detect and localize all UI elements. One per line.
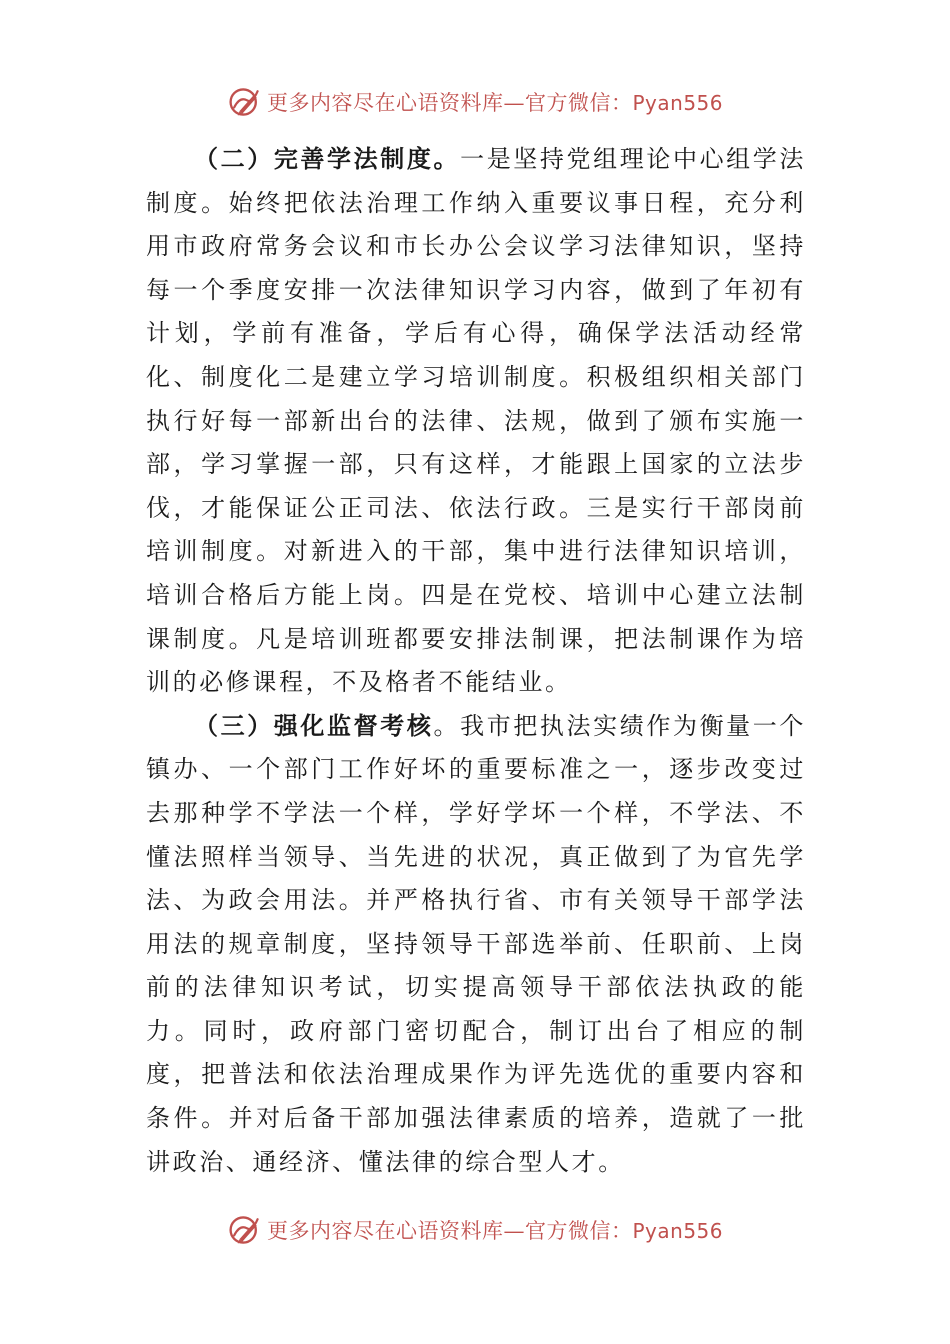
header-wechat-id: Pyan556 <box>632 91 723 115</box>
footer-banner-text: 更多内容尽在心语资料库—官方微信：Pyan556 <box>266 1219 723 1243</box>
header-banner <box>0 80 950 124</box>
header-banner-text: 更多内容尽在心语资料库—官方微信：Pyan556 <box>266 91 723 115</box>
footer-wechat-id: Pyan556 <box>632 1219 723 1243</box>
pen-logo-icon <box>227 84 263 120</box>
paragraph-heading: （二）完善学法制度。 <box>194 145 461 173</box>
paragraph-heading: （三）强化监督考核 <box>194 711 434 740</box>
paragraph-supervision <box>146 705 806 1185</box>
document-body <box>146 138 806 1184</box>
footer-banner <box>0 1208 950 1252</box>
paragraph-text: 。我市把执法实绩作为衡量一个镇办、一个部门工作好坏的重要标准之一，逐步改变过去那种学不学法一个样，学好学坏一个样，不学法、不懂法照样当领导、当先进的状况，真正做到了为官先学法、为政会用法。并严格执行省、市有关领导干部学法用法的规章制度，坚持领导干部选举前、任职前、上岗前的法律知识考试，切实提高领导干部依法执政的能力。同时，政府部门密切配合，制订出台了相应的制度，把普法和依法治理成果作为评先选优的重要内容和条件。并对后备干部加强法律素质的培养，造就了一批讲政治、通经济、懂法律的综合型人才。 <box>146 711 806 1176</box>
paragraph-study-system <box>146 138 806 705</box>
paragraph-text: 一是坚持党组理论中心组学法制度。始终把依法治理工作纳入重要议事日程，充分利用市政府常务会议和市长办公会议学习法律知识，坚持每一个季度安排一次法律知识学习内容，做到了年初有计划，学前有准备，学后有心得，确保学法活动经常化、制度化二是建立学习培训制度。积极组织相关部门执行好每一部新出台的法律、法规，做到了颁布实施一部，学习掌握一部，只有这样，才能跟上国家的立法步伐，才能保证公正司法、依法行政。三是实行干部岗前培训制度。对新进入的干部，集中进行法律知识培训，培训合格后方能上岗。四是在党校、培训中心建立法制课制度。凡是培训班都要安排法制课，把法制课作为培训的必修课程，不及格者不能结业。 <box>146 145 806 697</box>
pen-logo-icon <box>227 1212 263 1248</box>
